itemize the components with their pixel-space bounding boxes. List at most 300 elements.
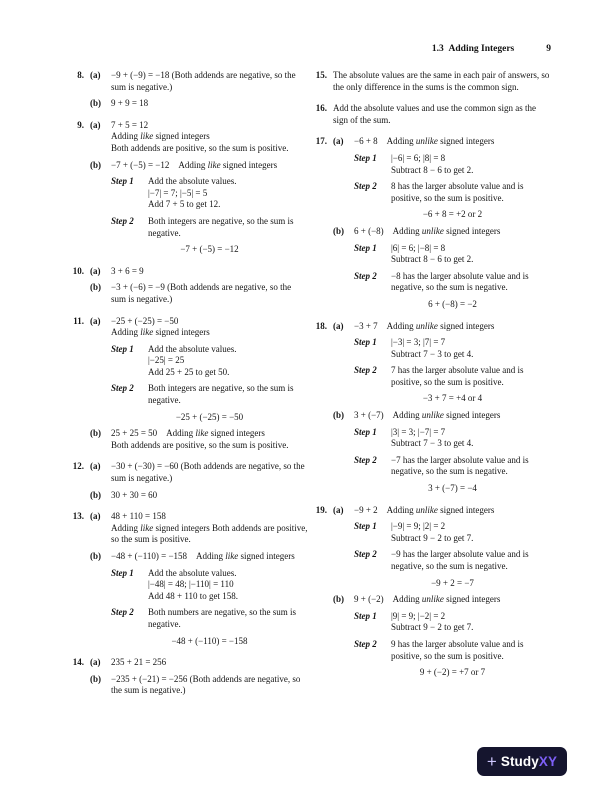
text-segment: −30 + (−30) = −60 (Both addends are negative, so the sum is negative.) — [111, 461, 305, 484]
step-label: Step 2 — [111, 607, 134, 618]
problem-body — [90, 316, 308, 452]
problem-number: 8. — [77, 70, 84, 80]
text-segment: |−25| = 25 — [148, 355, 185, 366]
text-segment: |−3| = 3; |7| = 7 — [391, 337, 446, 348]
solution-paragraph — [354, 427, 551, 439]
paragraph-text — [111, 143, 288, 153]
solution-paragraph — [333, 103, 551, 126]
text-segment: −7 + (−5) = −12 — [180, 244, 239, 255]
paragraph-text — [391, 337, 551, 349]
text-segment: Subtract 7 − 3 to get 4. — [391, 438, 474, 449]
solution-paragraph — [333, 321, 551, 333]
step-label: Step 2 — [111, 383, 134, 394]
text-segment: Subtract 9 − 2 to get 7. — [391, 532, 474, 543]
text-segment: Subtract 8 − 6 to get 2. — [391, 254, 474, 265]
problem-18 — [311, 321, 551, 495]
solution-paragraph — [333, 136, 551, 148]
text-segment: unlike — [421, 225, 444, 236]
text-segment: 3 + (−7) = −4 — [428, 483, 477, 494]
page-number: 9 — [546, 44, 551, 54]
text-segment: Add the absolute values. — [148, 176, 237, 187]
problem-number: 13. — [72, 511, 84, 522]
solution-paragraph — [148, 579, 308, 591]
paragraph-text — [148, 199, 220, 209]
paragraph-text — [111, 490, 308, 502]
section-title: 1.3 Adding Integers — [431, 44, 515, 54]
solution-paragraph — [354, 337, 551, 349]
problem-body — [90, 120, 308, 256]
brand-xy: XY — [538, 754, 558, 769]
text-segment: Both addends are positive, so the sum is positive. — [111, 439, 289, 450]
text-segment: 9 + 9 = 18 — [111, 98, 149, 109]
text-segment: Adding — [111, 327, 141, 338]
text-segment: signed integers — [153, 327, 210, 338]
solution-paragraph — [90, 70, 308, 93]
step-label: Step 2 — [354, 549, 377, 560]
text-segment: 6 + (−8) = −2 — [428, 298, 477, 309]
text-segment: Adding — [111, 522, 141, 533]
math-line — [354, 393, 551, 405]
step-label: Step 2 — [354, 365, 377, 376]
step-label: Step 2 — [111, 215, 134, 226]
text-segment: 25 + 25 = 50 Adding — [111, 428, 196, 439]
solution-paragraph — [111, 327, 308, 339]
paragraph-text — [148, 355, 184, 365]
problem-number: 15. — [315, 70, 327, 80]
solution-paragraph — [148, 591, 308, 603]
plus-icon: + — [486, 751, 497, 771]
problem-body — [90, 511, 308, 647]
solution-paragraph — [111, 568, 308, 580]
text-segment: signed integers — [437, 320, 495, 331]
text-segment: 235 + 21 = 256 — [111, 657, 167, 668]
solution-paragraph — [391, 165, 551, 177]
part-label: (a) — [90, 265, 101, 276]
step-label: Step 2 — [354, 181, 377, 192]
text-segment: unlike — [415, 320, 438, 331]
text-segment: like — [140, 131, 154, 142]
text-segment: 48 + 110 = 158 — [111, 511, 166, 522]
paragraph-text — [391, 349, 473, 359]
text-segment: 9 + (−2) = +7 or 7 — [419, 667, 486, 678]
text-segment: unlike — [415, 504, 438, 515]
text-segment: −235 + (−21) = −256 (Both addends are negative, so the sum is negative.) — [111, 673, 301, 696]
text-segment: like — [195, 428, 209, 439]
paragraph-text — [391, 521, 551, 533]
text-segment: signed integers — [437, 136, 495, 147]
problem-body — [333, 70, 551, 93]
solution-paragraph — [354, 549, 551, 572]
solution-paragraph — [90, 428, 308, 440]
solution-paragraph — [90, 511, 308, 523]
solution-paragraph — [354, 521, 551, 533]
paragraph-text — [354, 594, 551, 606]
paragraph-text — [354, 505, 551, 517]
paragraph-text — [111, 657, 308, 669]
text-segment: −3 + (−6) = −9 (Both addends are negative, so the sum is negative.) — [111, 282, 292, 304]
solution-paragraph — [148, 188, 308, 200]
solution-paragraph — [90, 120, 308, 132]
text-segment: −8 has the larger absolute value and is negative, so the sum is negative. — [391, 270, 529, 293]
paragraph-text — [391, 622, 473, 632]
text-segment: |−9| = 9; |2| = 2 — [391, 521, 446, 532]
problem-number: 10. — [72, 265, 84, 276]
solution-paragraph — [90, 490, 308, 502]
text-segment: signed integers — [443, 225, 501, 236]
solution-paragraph — [90, 160, 308, 172]
problem-12 — [68, 461, 308, 501]
problem-13 — [68, 511, 308, 647]
problem-14 — [68, 657, 308, 697]
problem-10 — [68, 266, 308, 306]
problem-body — [90, 657, 308, 697]
text-segment: signed integers — [443, 410, 501, 421]
paragraph-text — [354, 321, 551, 333]
paragraph-text — [148, 591, 238, 601]
text-segment: signed integers — [220, 159, 278, 170]
paragraph-text — [111, 523, 307, 545]
step-label: Step 1 — [354, 242, 377, 253]
text-segment: Subtract 9 − 2 to get 7. — [391, 622, 474, 633]
problem-15 — [311, 70, 551, 93]
problem-number: 14. — [72, 657, 84, 668]
text-segment: like — [140, 522, 154, 533]
paragraph-text — [111, 511, 308, 523]
solution-paragraph — [90, 674, 308, 697]
solution-paragraph — [354, 365, 551, 388]
math-line — [111, 244, 308, 256]
step-label: Step 1 — [111, 343, 134, 354]
paragraph-text — [176, 412, 243, 422]
part-label: (a) — [90, 315, 101, 326]
problem-number: 17. — [315, 136, 327, 147]
part-label: (a) — [90, 461, 101, 472]
solution-paragraph — [354, 455, 551, 478]
paragraph-text — [428, 299, 477, 309]
text-segment: −25 + (−25) = −50 — [175, 411, 244, 422]
paragraph-text — [354, 226, 551, 238]
text-segment: |−6| = 6; |8| = 8 — [391, 152, 446, 163]
text-segment: signed integers — [443, 594, 501, 605]
paragraph-text — [111, 461, 308, 484]
paragraph-text — [391, 271, 551, 294]
text-segment: Add the absolute values. — [148, 567, 237, 578]
solution-paragraph — [354, 153, 551, 165]
solution-paragraph — [391, 254, 551, 266]
solution-paragraph — [111, 216, 308, 239]
math-line — [111, 636, 308, 648]
solution-paragraph — [391, 533, 551, 545]
step-label: Step 1 — [354, 337, 377, 348]
paragraph-text — [111, 674, 308, 697]
part-label: (a) — [333, 320, 344, 331]
paragraph-text — [148, 579, 234, 589]
paragraph-text — [148, 568, 308, 580]
step-label: Step 1 — [354, 610, 377, 621]
problem-16 — [311, 103, 551, 126]
text-segment: Both numbers are negative, so the sum is negative. — [148, 607, 296, 629]
step-label: Step 2 — [354, 454, 377, 465]
paragraph-text — [391, 639, 551, 662]
solution-paragraph — [148, 199, 308, 211]
text-segment: signed integers — [437, 504, 495, 515]
paragraph-text — [391, 611, 551, 623]
paragraph-text — [111, 282, 308, 305]
paragraph-text — [354, 136, 551, 148]
text-segment: Add 7 + 5 to get 12. — [148, 199, 221, 210]
solution-paragraph — [391, 438, 551, 450]
text-segment: |6| = 6; |−8| = 8 — [391, 242, 446, 253]
text-segment: like — [207, 159, 221, 170]
paragraph-text — [111, 70, 308, 93]
problem-17 — [311, 136, 551, 310]
part-label: (b) — [90, 551, 101, 561]
text-segment: Both integers are negative, so the sum is negative. — [148, 383, 294, 406]
text-segment: −9 + 2 Adding — [354, 504, 416, 515]
text-segment: −48 + (−110) = −158 Adding — [111, 551, 226, 561]
math-line — [354, 209, 551, 221]
paragraph-text — [391, 181, 551, 204]
solution-paragraph — [90, 316, 308, 328]
paragraph-text — [148, 607, 308, 630]
brand-study: Study — [500, 754, 539, 769]
paragraph-text — [428, 483, 477, 493]
solution-paragraph — [148, 355, 308, 367]
text-segment: −7 + (−5) = −12 Adding — [111, 159, 208, 170]
text-segment: 7 + 5 = 12 — [111, 119, 149, 130]
text-segment: Subtract 8 − 6 to get 2. — [391, 164, 474, 175]
paragraph-text — [148, 188, 207, 198]
text-segment: −48 + (−110) = −158 — [171, 635, 248, 646]
solution-paragraph — [354, 243, 551, 255]
paragraph-text — [391, 455, 551, 478]
paragraph-text — [111, 316, 308, 328]
text-segment: Add the absolute values and use the common sign as the sign of the sum. — [333, 103, 536, 125]
paragraph-text — [111, 160, 308, 172]
paragraph-text — [391, 254, 473, 264]
text-segment: −3 + 7 = +4 or 4 — [422, 393, 483, 404]
text-segment: |−7| = 7; |−5| = 5 — [148, 187, 208, 198]
paragraph-text — [391, 549, 551, 572]
problem-number: 11. — [73, 315, 84, 326]
paragraph-text — [391, 427, 551, 439]
part-label: (a) — [333, 136, 344, 147]
solution-paragraph — [333, 594, 551, 606]
solution-paragraph — [391, 622, 551, 634]
paragraph-text — [333, 103, 536, 125]
step-label: Step 1 — [354, 521, 377, 532]
paragraph-text — [391, 533, 473, 543]
solution-paragraph — [111, 440, 308, 452]
paragraph-text — [391, 438, 473, 448]
solution-paragraph — [111, 344, 308, 356]
solution-paragraph — [333, 226, 551, 238]
text-segment: Subtract 7 − 3 to get 4. — [391, 348, 474, 359]
paragraph-text — [111, 327, 210, 337]
solution-paragraph — [90, 282, 308, 305]
part-label: (b) — [90, 98, 101, 109]
paragraph-text — [180, 244, 238, 254]
text-segment: signed integers — [238, 551, 295, 561]
solution-paragraph — [90, 98, 308, 110]
text-segment: −9 has the larger absolute value and is negative, so the sum is negative. — [391, 549, 529, 571]
paragraph-text — [391, 365, 551, 388]
paragraph-text — [423, 209, 482, 219]
math-line — [354, 578, 551, 590]
text-segment: signed integers — [208, 428, 265, 439]
studyxy-logo — [477, 747, 567, 776]
problem-number: 19. — [315, 504, 327, 515]
part-label: (b) — [333, 594, 344, 605]
paragraph-text — [431, 578, 474, 588]
math-line — [111, 412, 308, 424]
part-label: (b) — [333, 225, 344, 236]
paragraph-text — [148, 176, 308, 188]
text-segment: −6 + 8 = +2 or 2 — [422, 209, 483, 220]
left-column — [68, 70, 308, 697]
paragraph-text — [111, 120, 308, 132]
text-segment: Both integers are negative, so the sum is negative. — [148, 215, 294, 238]
text-segment: Add the absolute values. — [148, 343, 237, 354]
solution-paragraph — [111, 143, 308, 155]
problem-body — [333, 136, 551, 310]
text-segment: 6 + (−8) Adding — [354, 225, 422, 236]
solution-paragraph — [333, 410, 551, 422]
text-segment: unlike — [421, 594, 444, 605]
problem-11 — [68, 316, 308, 452]
step-label: Step 1 — [111, 567, 134, 578]
problem-number: 16. — [315, 103, 327, 114]
paragraph-text — [148, 383, 308, 406]
right-column — [311, 70, 551, 679]
text-segment: −6 + 8 Adding — [354, 136, 416, 147]
paragraph-text — [111, 266, 308, 278]
paragraph-text — [111, 551, 308, 563]
text-segment: The absolute values are the same in each pair of answers, so the only difference in the sums is the common sign. — [333, 70, 550, 92]
problem-number: 12. — [72, 461, 84, 472]
solution-paragraph — [333, 70, 551, 93]
math-line — [354, 667, 551, 679]
step-label: Step 1 — [354, 426, 377, 437]
paragraph-text — [423, 393, 482, 403]
text-segment: |−48| = 48; |−110| = 110 — [148, 579, 234, 590]
part-label: (a) — [333, 504, 344, 515]
problem-body — [90, 461, 308, 501]
paragraph-text — [148, 344, 308, 356]
solution-paragraph — [354, 611, 551, 623]
text-segment: Add 25 + 25 to get 50. — [148, 366, 230, 377]
text-segment: −25 + (−25) = −50 — [111, 315, 179, 326]
part-label: (b) — [90, 489, 101, 500]
part-label: (b) — [90, 282, 101, 293]
text-segment: 8 has the larger absolute value and is positive, so the sum is positive. — [391, 181, 524, 203]
paragraph-text — [420, 667, 485, 677]
text-segment: 3 + (−7) Adding — [354, 410, 422, 421]
text-segment: Add 48 + 110 to get 158. — [148, 590, 238, 601]
part-label: (a) — [90, 511, 101, 522]
paragraph-text — [111, 98, 308, 110]
paragraph-text — [148, 216, 308, 239]
text-segment: signed integers — [153, 131, 210, 142]
paragraph-text — [171, 636, 247, 646]
solution-paragraph — [111, 131, 308, 143]
text-segment: −9 + (−9) = −18 (Both addends are negative, so the sum is negative.) — [111, 70, 296, 92]
step-label: Step 2 — [354, 270, 377, 281]
text-segment: 9 has the larger absolute value and is positive, so the sum is positive. — [391, 638, 524, 661]
solution-paragraph — [111, 383, 308, 406]
text-segment: |9| = 9; |−2| = 2 — [391, 610, 446, 621]
paragraph-text — [333, 70, 549, 92]
paragraph-text — [391, 153, 551, 165]
part-label: (b) — [90, 159, 101, 170]
solution-paragraph — [391, 349, 551, 361]
part-label: (a) — [90, 657, 101, 668]
text-segment: Both addends are positive, so the sum is positive. — [111, 142, 289, 153]
problem-body — [90, 70, 308, 110]
text-segment: unlike — [415, 136, 438, 147]
text-segment: |3| = 3; |−7| = 7 — [391, 426, 446, 437]
solution-paragraph — [333, 505, 551, 517]
solution-paragraph — [354, 271, 551, 294]
text-segment: −7 has the larger absolute value and is negative, so the sum is negative. — [391, 454, 529, 477]
text-segment: like — [140, 327, 154, 338]
problem-body — [333, 103, 551, 126]
solution-paragraph — [111, 523, 308, 546]
paragraph-text — [148, 367, 229, 377]
problem-body — [90, 266, 308, 306]
solution-paragraph — [90, 461, 308, 484]
paragraph-text — [111, 131, 210, 141]
paragraph-text — [391, 165, 473, 175]
part-label: (a) — [90, 70, 101, 80]
problem-body — [333, 505, 551, 679]
running-header — [311, 44, 551, 54]
problem-number: 9. — [77, 119, 84, 130]
problem-body — [333, 321, 551, 495]
step-label: Step 2 — [354, 638, 377, 649]
solution-paragraph — [111, 176, 308, 188]
text-segment: −3 + 7 Adding — [354, 320, 416, 331]
text-segment: like — [225, 551, 239, 561]
paragraph-text — [354, 410, 551, 422]
solution-paragraph — [90, 551, 308, 563]
problem-8 — [68, 70, 308, 110]
paragraph-text — [111, 428, 308, 440]
text-segment: −9 + 2 = −7 — [431, 577, 474, 588]
math-line — [354, 299, 551, 311]
solution-paragraph — [354, 639, 551, 662]
paragraph-text — [391, 243, 551, 255]
text-segment: Adding — [111, 131, 141, 142]
solution-paragraph — [90, 657, 308, 669]
part-label: (a) — [90, 119, 101, 130]
solution-paragraph — [90, 266, 308, 278]
math-line — [354, 483, 551, 495]
solution-paragraph — [354, 181, 551, 204]
part-label: (b) — [90, 673, 101, 684]
text-segment: 7 has the larger absolute value and is positive, so the sum is positive. — [391, 365, 524, 387]
step-label: Step 1 — [354, 152, 377, 163]
part-label: (b) — [90, 428, 101, 439]
text-segment: unlike — [421, 410, 444, 421]
problem-number: 18. — [315, 320, 327, 331]
problem-19 — [311, 505, 551, 679]
problem-9 — [68, 120, 308, 256]
step-label: Step 1 — [111, 176, 134, 187]
text-segment: signed integers Both addends are positive, so the sum is positive. — [111, 522, 308, 545]
text-segment: 9 + (−2) Adding — [354, 594, 422, 605]
text-segment: 3 + 6 = 9 — [111, 265, 144, 276]
